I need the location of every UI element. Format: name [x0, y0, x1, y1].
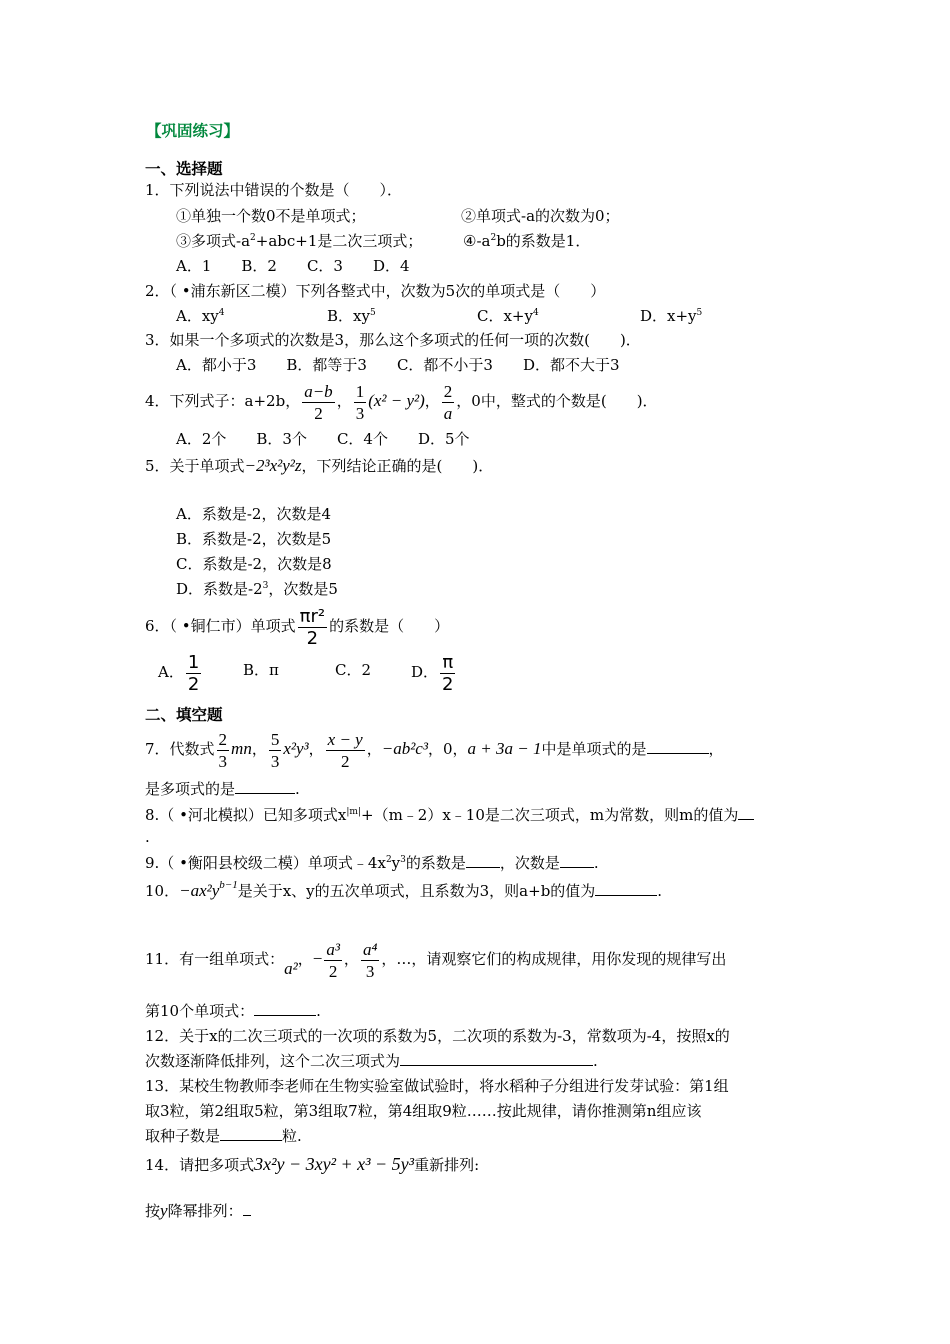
- q7-fraction-3: $\frac{x - y}{2}$: [327, 729, 363, 771]
- q6-option-a: A． $\frac{1}{2}$: [158, 651, 200, 695]
- q6-option-c: C．2: [335, 661, 372, 679]
- q7-line2: 是多项式的是 .: [145, 780, 300, 798]
- q11-line2: 第10个单项式： .: [145, 1002, 321, 1020]
- q5-option-c: C．系数是-2，次数是8: [176, 555, 332, 573]
- q10-blank[interactable]: [595, 881, 657, 896]
- section-title: 【巩固练习】: [146, 122, 240, 140]
- q2-option-a: A．$xy^4$: [176, 307, 225, 325]
- q4-stem: 4．下列式子：a+2b， $\frac{a-b}{2}$ ， $\frac{1}{3}$ (x² − y²)， $\frac{2}{a}$ ，0中，整式的个数是( )．: [145, 381, 658, 423]
- q5-option-b: B．系数是-2，次数是5: [176, 530, 332, 548]
- q7-blank-2[interactable]: [235, 779, 295, 794]
- q5-stem: 5．关于单项式−2³x²y²z，下列结论正确的是( )．: [145, 456, 494, 475]
- q9-blank-1[interactable]: [466, 853, 500, 868]
- q4-fraction-1: $\frac{a-b}{2}$: [304, 381, 333, 423]
- q2-option-d: D．$x+y^5$: [640, 307, 703, 325]
- q6-option-b: B．π: [243, 661, 279, 679]
- q12-line2: 次数逐渐降低排列，这个二次三项式为 .: [145, 1052, 598, 1070]
- q12-blank[interactable]: [400, 1051, 593, 1066]
- q7-stem: 7．代数式 $\frac{2}{3}$ mn， $\frac{5}{3}$ x²y³， $\frac{x - y}{2}$ ，−ab²c³，0，a + 3a − 1中是单项式的是 ，: [145, 729, 724, 771]
- q4-fraction-2: $\frac{1}{3}$: [355, 381, 365, 423]
- q8-line2: .: [145, 828, 150, 846]
- q3-stem: 3．如果一个多项式的次数是3，那么这个多项式的任何一项的次数( )．: [145, 331, 641, 349]
- q1-statement-1: ①单独一个数0不是单项式；: [176, 207, 366, 225]
- q14-blank[interactable]: [243, 1201, 251, 1216]
- q2-stem: 2．（ •浦东新区二模）下列各整式中，次数为5次的单项式是（ ）: [145, 282, 606, 300]
- q13-line1: 13．某校生物教师李老师在生物实验室做试验时，将水稻种子分组进行发芽试验：第1组: [145, 1077, 729, 1095]
- q1-statement-2: ②单项式-a的次数为0；: [461, 207, 620, 225]
- q13-line3: 取种子数是 粒.: [145, 1127, 302, 1145]
- q13-blank[interactable]: [220, 1126, 282, 1141]
- q9-blank-2[interactable]: [560, 853, 594, 868]
- q3-options: A．都小于3 B．都等于3 C．都不小于3 D．都不大于3: [176, 356, 620, 374]
- q1-statement-3: ③多项式$-a^2+abc+1$是二次三项式；: [176, 232, 423, 250]
- q5-option-d: D．系数是$-2^3$，次数是5: [176, 580, 338, 598]
- q6-option-d: D． $\frac{\pi}{2}$: [411, 651, 454, 695]
- section-heading-choice: 一、选择题: [145, 160, 223, 178]
- q2-option-c: C．$x+y^4$: [477, 307, 539, 325]
- q7-fraction-2: $\frac{5}{3}$: [270, 729, 280, 771]
- q4-options: A．2个 B．3个 C．4个 D．5个: [176, 430, 470, 448]
- q5-option-a: A．系数是-2，次数是4: [176, 505, 331, 523]
- q9-stem: 9.（ •衡阳县校级二模）单项式$﹣4x^2y^3$的系数是 ，次数是 .: [145, 854, 599, 872]
- q8-stem: 8.（ •河北模拟）已知多项式$x^{|m|}+(m﹣2)x﹣10$是二次三项式，m为常数，则m的值为: [145, 805, 754, 825]
- q13-line2: 取3粒，第2组取5粒，第3组取7粒，第4组取9粒……按此规律，请你推测第n组应该: [145, 1102, 702, 1120]
- q1-stem: 1．下列说法中错误的个数是（ ）．: [145, 181, 403, 199]
- q8-blank[interactable]: [738, 805, 754, 820]
- q11-fraction-2: $\frac{\text{a³}}{2}$: [326, 939, 340, 981]
- q14-line2: 按y降幂排列：: [145, 1201, 251, 1221]
- section-heading-fill: 二、填空题: [145, 706, 223, 724]
- q7-blank-1[interactable]: [647, 739, 709, 754]
- q2-option-b: B．$xy^5$: [327, 307, 376, 325]
- q11-blank[interactable]: [254, 1001, 316, 1016]
- q11-fraction-3: $\frac{\text{a⁴}}{3}$: [362, 939, 378, 981]
- q7-fraction-1: $\frac{2}{3}$: [218, 729, 228, 771]
- q11-stem: 11．有一组单项式：a²，− $\frac{\text{a³}}{2}$ ， $\frac{\text{a⁴}}{3}$ ，…，请观察它们的构成规律，用你发现的规律写出: [145, 939, 727, 981]
- q1-options: A．1 B．2 C．3 D．4: [176, 257, 410, 275]
- q6-fraction: $\frac{\text{πr²}}{2}$: [299, 605, 326, 649]
- q4-fraction-3: $\frac{2}{a}$: [443, 381, 453, 423]
- q12-line1: 12．关于x的二次三项式的一次项的系数为5，二次项的系数为-3，常数项为-4，按照x的: [145, 1027, 730, 1045]
- q14-stem: 14．请把多项式3x²y − 3xy² + x³ − 5y³重新排列:: [145, 1154, 480, 1174]
- q1-statement-4: $④-a^2b$的系数是1．: [463, 232, 591, 250]
- q6-stem: 6．（ •铜仁市）单项式 $\frac{\text{πr²}}{2}$ 的系数是（ ）: [145, 605, 450, 649]
- q10-stem: 10．$-ax^2y^{b-1}$是关于x、y的五次单项式，且系数为3，则a+b的值为 .: [145, 879, 663, 900]
